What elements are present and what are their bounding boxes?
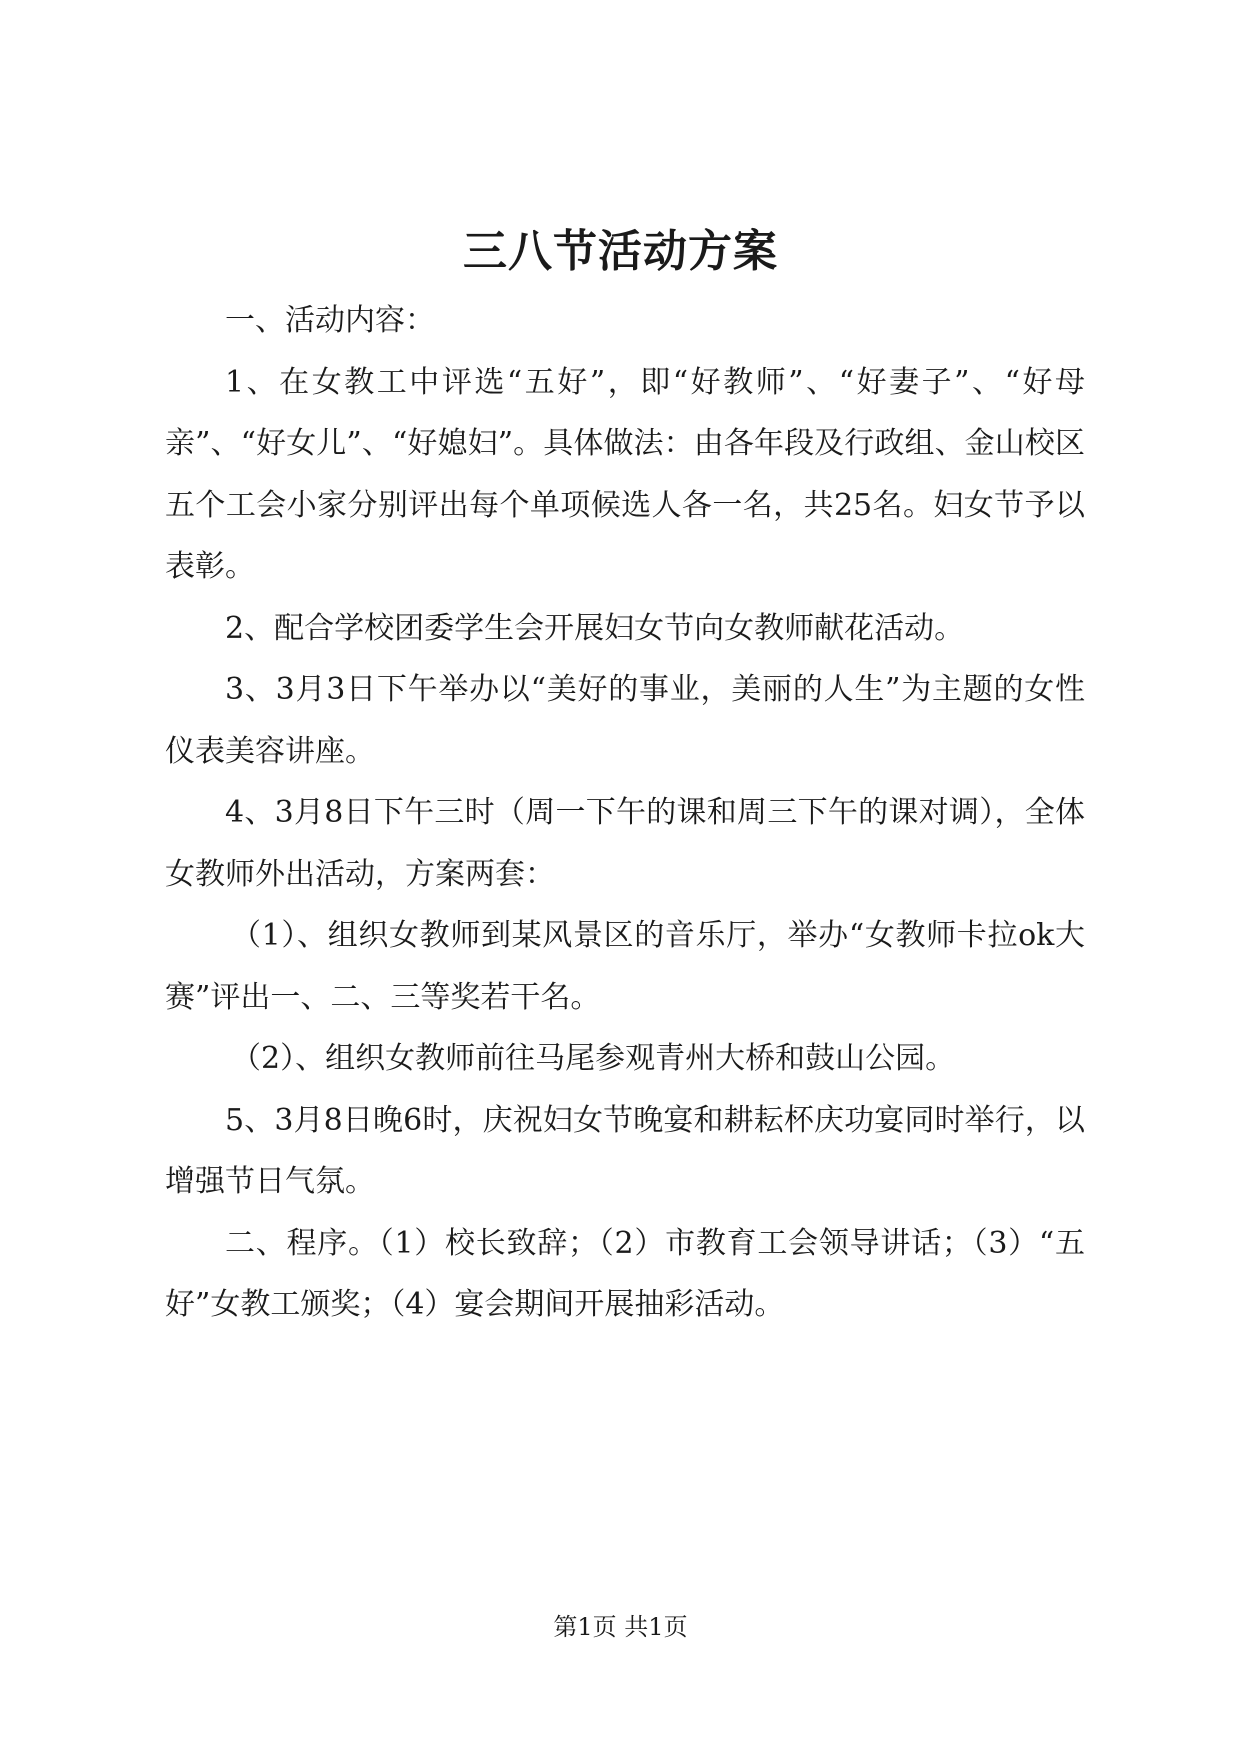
document-body <box>165 290 1085 1336</box>
paragraph-item-1: 1、在女教工中评选“五好”，即“好教师”、“好妻子”、“好母亲”、“好女儿”、“好媳妇”。具体做法：由各年段及行政组、金山校区五个工会小家分别评出每个单项候选人各一名，共25名。妇女节予以表彰。 <box>165 364 1085 584</box>
page-footer: 第1页 共1页 <box>553 1613 688 1641</box>
paragraph-item-5: 5、3月8日晚6时，庆祝妇女节晚宴和耕耘杯庆功宴同时举行，以增强节日气氛。 <box>165 1102 1085 1199</box>
paragraph-item-3: 3、3月3日下午举办以“美好的事业，美丽的人生”为主题的女性仪表美容讲座。 <box>165 672 1085 769</box>
paragraph-item-4-option-1: （1）、组织女教师到某风景区的音乐厅，举办“女教师卡拉ok大赛”评出一、二、三等奖若干名。 <box>165 918 1085 1015</box>
paragraph-section-two: 二、程序。（1）校长致辞；（2）市教育工会领导讲话；（3）“五好”女教工颁奖；（4）宴会期间开展抽彩活动。 <box>165 1225 1085 1322</box>
paragraph-item-4: 4、3月8日下午三时（周一下午的课和周三下午的课对调），全体女教师外出活动，方案两套： <box>165 795 1085 892</box>
document-title: 三八节活动方案 <box>463 226 778 277</box>
paragraph-item-2: 2、配合学校团委学生会开展妇女节向女教师献花活动。 <box>225 610 965 646</box>
paragraph-item-4-option-2: （2）、组织女教师前往马尾参观青州大桥和鼓山公园。 <box>231 1041 956 1076</box>
paragraph-section-one-heading: 一、活动内容： <box>225 303 435 338</box>
